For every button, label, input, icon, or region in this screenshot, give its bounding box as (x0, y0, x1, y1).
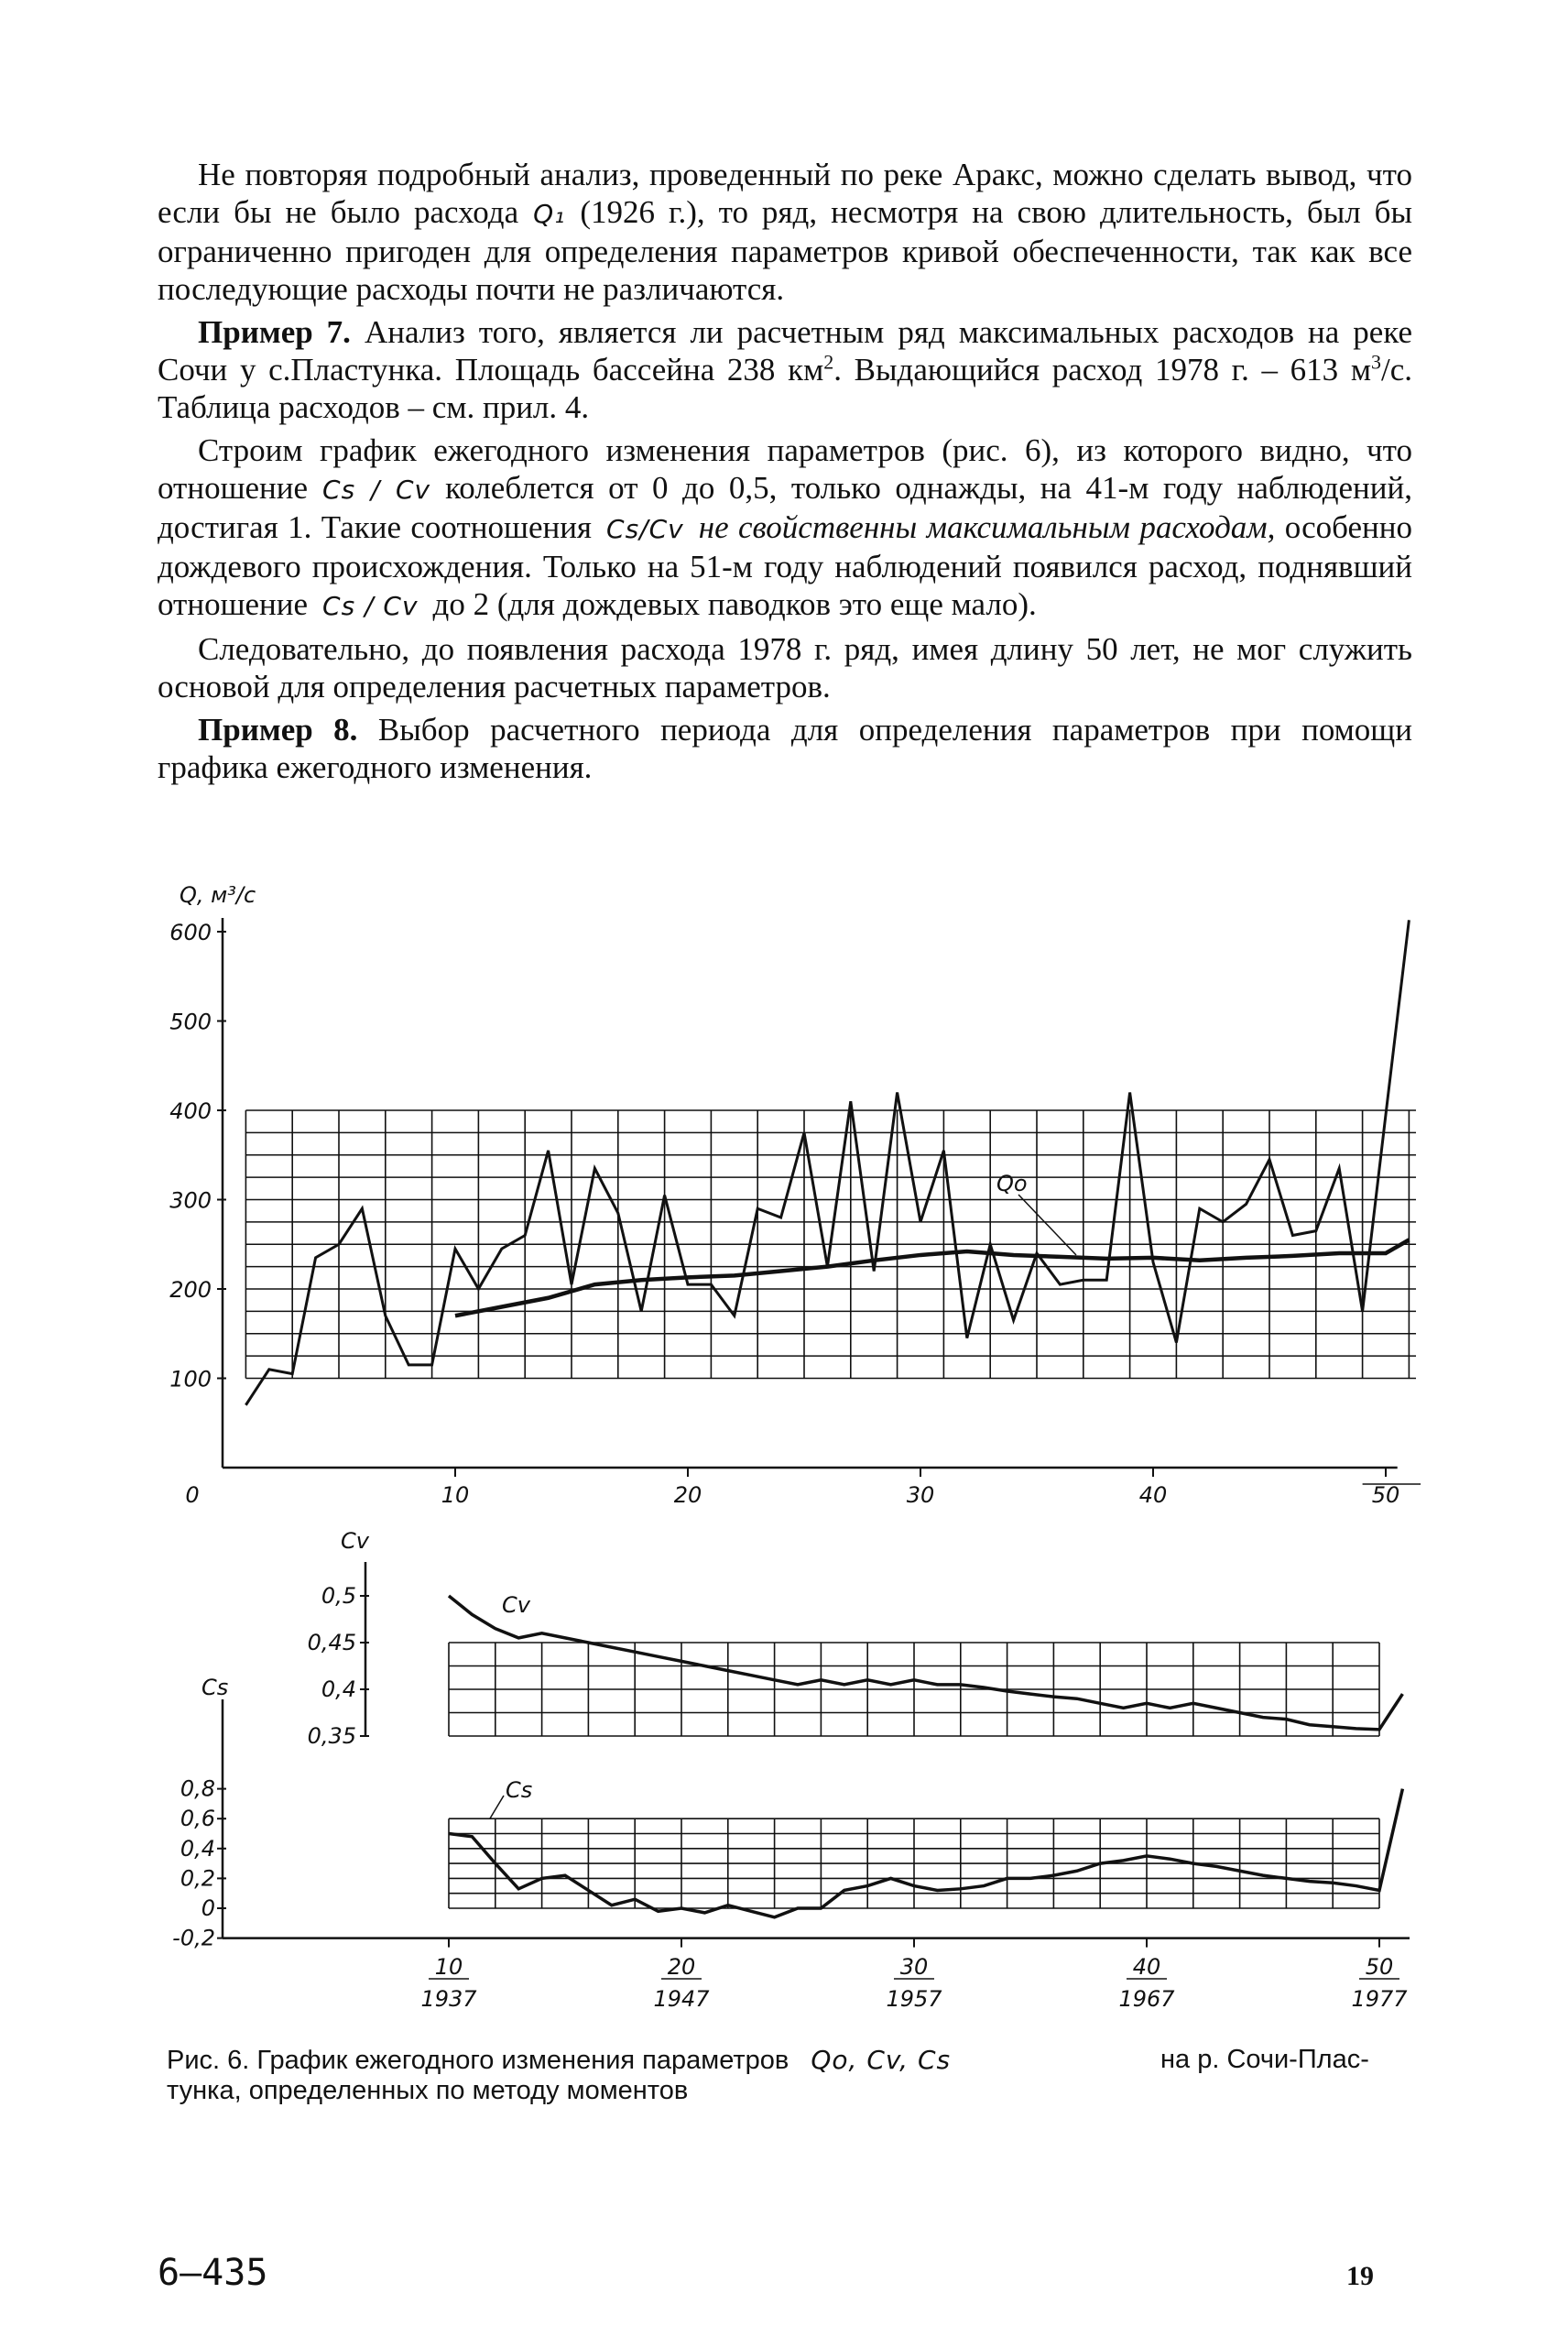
cv-tick-label: 0,4 (321, 1676, 356, 1702)
formula-symbol: Cs / Cv (322, 591, 419, 621)
superscript: 3 (1370, 350, 1381, 374)
text: Анализ того, является ли расчетным ряд максимальных расходов на реке Сочи у с.Пластунка. Площадь бассейна 238 км (158, 314, 1412, 388)
formula-symbol: Cs/Cv (606, 514, 684, 544)
y-tick-label: 100 (169, 1366, 212, 1392)
text: (1926 г.), то ряд, несмотря на свою длительность, был бы ограниченно пригоден для определения параметров кривой обеспеченности, так как все последующие расходы почти не различаются. (158, 194, 1413, 307)
text: особенно дождевого происхождения. Только на 51-м году наблюдений появился расход, поднявший отношение (158, 509, 1413, 622)
cs-tick-label: 0,8 (180, 1775, 215, 1802)
x-tick-label: 40 (1132, 1954, 1161, 1980)
y-tick-label: 400 (169, 1098, 212, 1124)
figure-caption (167, 2045, 1440, 2106)
x-year-label: 1937 (420, 1986, 477, 2012)
cv-cs-chart (172, 1528, 1410, 2012)
y-tick-label: 300 (169, 1187, 212, 1214)
text: Строим график ежегодного изменения параметров (рис. 6), из которого видно, что отношение (158, 432, 1412, 506)
x-tick-label: 40 (1138, 1482, 1168, 1508)
text: Следовательно, до появления расхода 1978 г. ряд, имея длину 50 лет, не мог служить основой для определения расчетных параметров. (158, 631, 1412, 704)
x-tick-label: 20 (667, 1954, 696, 1980)
example-heading: Пример 8. (198, 712, 358, 748)
cv-tick-label: 0,5 (321, 1583, 356, 1609)
caption-symbols: Qo, Cv, Cs (811, 2045, 952, 2075)
series-line-q (245, 920, 1409, 1404)
text: /с. Таблица расходов – см. прил. 4. (158, 352, 1412, 425)
series-label-cv: Cv (502, 1592, 530, 1618)
caption-text-right: на р. Сочи-Плас- (1160, 2045, 1369, 2074)
x-tick-label: 30 (906, 1482, 935, 1508)
cv-axis-label: Cv (341, 1528, 369, 1554)
formula-symbol: Cs / Cv (322, 475, 431, 505)
x-tick-label: 30 (899, 1954, 929, 1980)
x-year-label: 1957 (886, 1986, 942, 2012)
text: Не повторяя подробный анализ, проведенный по реке Аракс, можно сделать вывод, что если бы не было расхода (158, 157, 1412, 230)
text: колеблется от 0 до 0,5, только однажды, на 41-м году наблюдений, достигая 1. Такие соотношения (158, 470, 1412, 545)
cs-tick-label: 0 (201, 1895, 215, 1921)
x-year-label: 1967 (1118, 1986, 1175, 2012)
example-heading: Пример 7. (198, 314, 351, 350)
cs-tick-label: 0,2 (180, 1865, 215, 1892)
x-tick-label: 0 (185, 1482, 200, 1508)
x-year-label: 1947 (653, 1986, 710, 2012)
series-label-cs: Cs (506, 1777, 533, 1803)
text: Выбор расчетного периода для определения параметров при помощи графика ежегодного изменения. (158, 712, 1412, 785)
x-tick-label: 10 (434, 1954, 463, 1980)
x-year-label: 1977 (1351, 1986, 1408, 2012)
series-line-cs (449, 1789, 1402, 1917)
superscript: 2 (823, 350, 834, 374)
leader-line (1018, 1195, 1076, 1255)
caption-text: Рис. 6. График ежегодного изменения параметров (167, 2046, 789, 2075)
y-tick-label: 200 (169, 1277, 212, 1303)
series-line-cv (449, 1596, 1402, 1730)
italic-text: не свойственны максимальным расходам, (698, 509, 1276, 545)
cs-axis-label: Cs (201, 1675, 229, 1700)
q-chart (169, 882, 1421, 1508)
series-line-qo (455, 1239, 1409, 1316)
x-tick-label: 20 (673, 1482, 702, 1508)
text: до 2 (для дождевых паводков это еще мало). (432, 586, 1037, 622)
leader-line (490, 1796, 504, 1818)
folio-mark: 6–435 (158, 2252, 268, 2294)
caption-text-line2: тунка, определенных по методу моментов (167, 2076, 689, 2105)
cs-tick-label: 0,4 (180, 1835, 215, 1862)
x-tick-label: 50 (1365, 1954, 1394, 1980)
cv-tick-label: 0,45 (307, 1630, 356, 1655)
y-tick-label: 600 (169, 920, 212, 945)
y-tick-label: 500 (169, 1009, 212, 1035)
cs-tick-label: -0,2 (172, 1925, 215, 1951)
x-tick-label: 10 (441, 1482, 470, 1508)
formula-symbol: Q₁ (533, 199, 566, 229)
cs-tick-label: 0,6 (180, 1806, 215, 1832)
x-tick-label: 50 (1371, 1482, 1400, 1508)
page-number: 19 (1346, 2261, 1374, 2291)
cv-tick-label: 0,35 (307, 1723, 356, 1749)
y-axis-label: Q, м³/с (180, 882, 256, 908)
text: . Выдающийся расход 1978 г. – 613 м (833, 352, 1371, 388)
series-label-qo: Qo (996, 1171, 1028, 1196)
